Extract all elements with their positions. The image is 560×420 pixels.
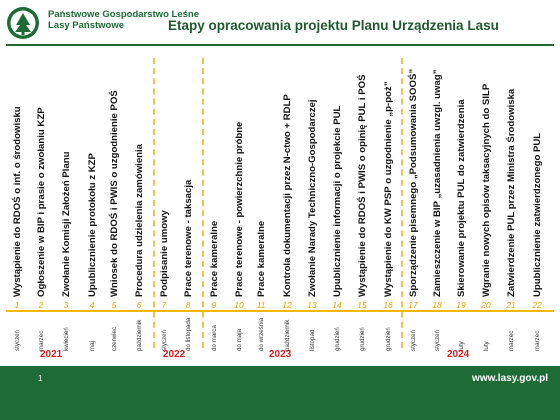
stage-number: 1 — [14, 300, 20, 310]
stage-month — [330, 318, 344, 358]
stage-label: Prace kameralne — [209, 220, 220, 297]
stage-label: Procedura udzielenia zamówienia — [134, 143, 145, 297]
stage-number: 22 — [532, 300, 542, 310]
stage-4 — [84, 48, 100, 308]
stage-month — [107, 318, 121, 358]
page-title: Etapy opracowania projektu Planu Urządzenia Lasu — [168, 18, 499, 33]
stage-16 — [380, 48, 396, 308]
stage-number: 13 — [307, 300, 317, 310]
stage-number: 8 — [185, 300, 191, 310]
stage-19 — [453, 48, 469, 308]
stage-label: Wystąpienie do RDOŚ o inf. o środowisku — [12, 106, 23, 297]
stage-label: Prace terenowe - taksacja — [183, 179, 194, 297]
stage-month-label: marzec — [38, 330, 45, 351]
stage-label: Zwołanie Narady Techniczno-Gospodarczej — [307, 99, 318, 297]
stage-month-label: do listopada — [185, 317, 192, 351]
stage-13 — [304, 48, 320, 308]
stage-month — [207, 318, 221, 358]
stage-month-label: grudzień — [359, 327, 366, 351]
stage-number: 10 — [234, 300, 244, 310]
stage-month-label: styczeń — [161, 330, 168, 351]
stage-label: Prace kameralne — [256, 220, 267, 297]
stage-month-label: maj — [89, 341, 96, 351]
stage-label: Prace terenowe - powierzchnie próbne — [234, 121, 245, 297]
year-label-2024: 2024 — [447, 349, 470, 360]
stage-month — [430, 318, 444, 358]
stage-2 — [33, 48, 49, 308]
year-divider-2023-2024 — [401, 58, 403, 348]
org-line-1: Państwowe Gospodarstwo Leśne — [48, 9, 199, 20]
header — [0, 0, 560, 44]
stage-number: 2 — [38, 300, 44, 310]
stage-month — [355, 318, 369, 358]
stage-label: Wystąpienie do KW PSP o uzgodnienie „p-poż” — [383, 81, 394, 297]
stage-month-label: październik — [284, 319, 291, 351]
stage-18 — [429, 48, 445, 308]
stage-label: Wgranie nowych opisów taksacyjnych do SILP — [481, 83, 492, 297]
year-label-2021: 2021 — [40, 349, 63, 360]
stage-label: Ogłoszenie w BIP i prasie o zwołaniu KZP — [36, 107, 47, 297]
stage-12 — [279, 48, 295, 308]
stage-5 — [106, 48, 122, 308]
year-label-2023: 2023 — [269, 349, 292, 360]
stage-number: 19 — [456, 300, 466, 310]
stage-month — [406, 318, 420, 358]
stage-3 — [58, 48, 74, 308]
stage-month — [85, 318, 99, 358]
stage-month — [381, 318, 395, 358]
stage-11 — [253, 48, 269, 308]
stage-number: 5 — [111, 300, 117, 310]
stage-month-label: kwiecień — [63, 327, 70, 351]
stage-month-label: grudzień — [385, 327, 392, 351]
stage-label: Zatwierdzenie PUL przez Ministra Środowiska — [506, 88, 517, 297]
stage-label: Wniosek do RDOŚ i PWIS o uzgodnienie POŚ — [109, 90, 120, 297]
stage-month-label: do maja — [236, 328, 243, 351]
stage-number: 7 — [161, 300, 167, 310]
stage-month — [504, 318, 518, 358]
stage-number: 21 — [506, 300, 516, 310]
stage-15 — [354, 48, 370, 308]
stage-22 — [529, 48, 545, 308]
stage-month-label: czerwiec — [111, 326, 118, 351]
stage-20 — [478, 48, 494, 308]
lasy-panstwowe-logo — [6, 6, 40, 40]
stage-8 — [180, 48, 196, 308]
stage-1 — [9, 48, 25, 308]
stage-month-label: styczeń — [434, 330, 441, 351]
stage-month-label: do września — [258, 317, 265, 351]
stage-number: 6 — [136, 300, 142, 310]
stage-label: Skierowanie projektu PUL do zatwierdzenia — [456, 99, 467, 297]
stage-month — [232, 318, 246, 358]
stage-number: 9 — [211, 300, 217, 310]
stage-month — [254, 318, 268, 358]
stage-label: Upublicznienie informacji o projekcie PUL — [332, 105, 343, 297]
stage-number: 20 — [481, 300, 491, 310]
stage-month — [132, 318, 146, 358]
stage-label: Wystąpienie do RDOŚ i PWIS o opinię PUL i POŚ — [357, 74, 368, 297]
stage-10 — [231, 48, 247, 308]
stage-number: 3 — [63, 300, 69, 310]
timeline-axis — [6, 310, 554, 312]
stage-14 — [329, 48, 345, 308]
stage-21 — [503, 48, 519, 308]
stage-month-label: styczeń — [410, 330, 417, 351]
year-divider-2022-2023 — [202, 58, 204, 348]
stage-7 — [156, 48, 172, 308]
stage-month-label: listopad — [309, 329, 316, 351]
page-number: 1 — [38, 374, 43, 383]
org-line-2: Lasy Państwowe — [48, 20, 125, 31]
stage-month-label: grudzień — [334, 327, 341, 351]
stage-month-label: marzec — [508, 330, 515, 351]
stage-6 — [131, 48, 147, 308]
stage-label: Sporządzenie pisemnego „Podsumowania SOOŚ” — [408, 68, 419, 297]
year-divider-2021-2022 — [153, 58, 155, 348]
stage-month-label: marzec — [534, 330, 541, 351]
stage-month — [479, 318, 493, 358]
website-link[interactable]: www.lasy.gov.pl — [472, 373, 548, 384]
stage-number: 15 — [357, 300, 367, 310]
stage-label: Upublicznienie zatwierdzonego PUL — [532, 132, 543, 297]
stage-17 — [405, 48, 421, 308]
stage-number: 17 — [408, 300, 418, 310]
stage-month-label: luty — [483, 341, 490, 351]
stage-label: Upublicznienie protokołu z KZP — [87, 153, 98, 297]
stage-9 — [206, 48, 222, 308]
header-divider — [6, 44, 554, 46]
stage-label: Kontrola dokumentacji przez N-ctwo + RDLP — [282, 94, 293, 297]
year-label-2022: 2022 — [163, 349, 186, 360]
stage-month — [10, 318, 24, 358]
stage-number: 12 — [282, 300, 292, 310]
stage-month-label: luty — [458, 341, 465, 351]
stage-month — [530, 318, 544, 358]
stage-label: Zwołanie Komisji Założeń Planu — [61, 151, 72, 297]
stage-label: Podpisanie umowy — [159, 210, 170, 297]
stage-month — [305, 318, 319, 358]
stage-month-label: październik — [136, 319, 143, 351]
stage-label: Zamieszczenie w BIP „uzasadnienia uwzgl. uwag” — [432, 69, 443, 297]
stage-number: 11 — [256, 300, 266, 310]
stage-number: 18 — [432, 300, 442, 310]
stage-number: 14 — [332, 300, 342, 310]
stage-month-label: styczeń — [14, 330, 21, 351]
stage-month-label: do marca — [211, 325, 218, 351]
stage-number: 16 — [383, 300, 393, 310]
stage-number: 4 — [89, 300, 95, 310]
